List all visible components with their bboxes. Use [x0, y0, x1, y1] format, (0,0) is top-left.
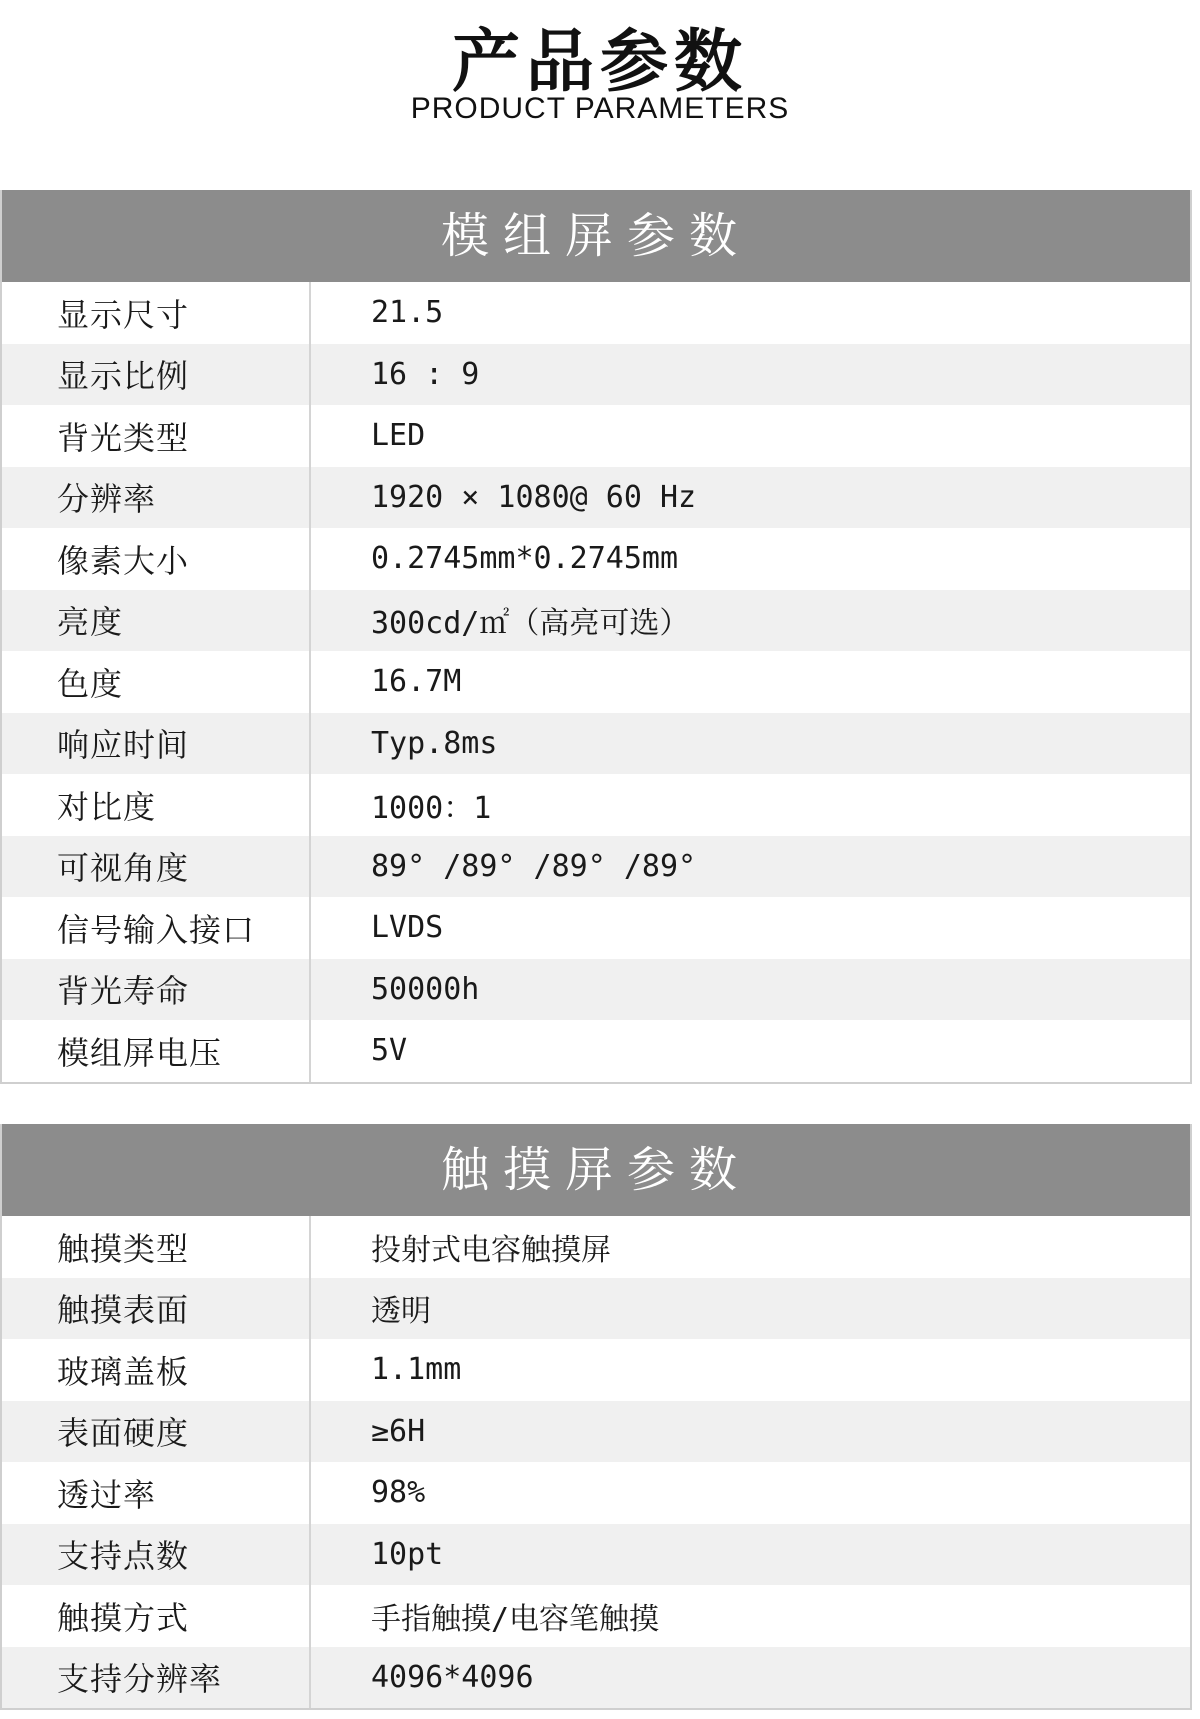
page-title: 产品参数 — [451, 23, 748, 102]
table-row — [2, 836, 1190, 898]
param-value: 16.7M — [371, 664, 462, 700]
param-value: 16 : 9 — [371, 356, 480, 392]
table-row — [2, 1585, 1190, 1647]
table-row — [2, 1216, 1190, 1278]
param-label: 背光寿命 — [57, 972, 190, 1011]
param-value: 5V — [371, 1033, 408, 1069]
param-value: 89° /89° /89° /89° — [371, 848, 697, 884]
param-label: 色度 — [57, 664, 124, 703]
param-value: LED — [371, 418, 426, 454]
table-row — [2, 1401, 1190, 1463]
param-value: 1920 × 1080@ 60 Hz — [371, 479, 697, 515]
param-label: 对比度 — [57, 787, 157, 826]
table-row — [2, 897, 1190, 959]
table-row — [2, 1278, 1190, 1340]
param-value: 1.1mm — [371, 1352, 462, 1388]
param-value: 21.5 — [371, 295, 444, 331]
param-value: Typ.8ms — [371, 725, 498, 761]
param-label: 像素大小 — [57, 541, 190, 580]
param-label: 分辨率 — [57, 480, 157, 519]
param-value: 1000：1 — [371, 790, 492, 826]
table-row — [2, 713, 1190, 775]
table-row — [2, 959, 1190, 1021]
param-label: 玻璃盖板 — [57, 1352, 190, 1391]
table-row — [2, 282, 1190, 344]
param-value: 50000h — [371, 971, 480, 1007]
table-row — [2, 1524, 1190, 1586]
param-label: 表面硬度 — [57, 1414, 190, 1453]
param-label: 信号输入接口 — [57, 910, 256, 949]
param-label: 显示尺寸 — [57, 295, 190, 334]
param-value: 手指触摸/电容笔触摸 — [371, 1601, 660, 1637]
param-label: 可视角度 — [57, 849, 190, 888]
param-value: 透明 — [371, 1294, 431, 1330]
param-value: LVDS — [371, 910, 444, 946]
param-label: 触摸表面 — [57, 1291, 190, 1330]
param-label: 支持点数 — [57, 1537, 190, 1576]
table-row — [2, 651, 1190, 713]
param-label: 背光类型 — [57, 418, 190, 457]
table-row — [2, 1339, 1190, 1401]
param-label: 触摸方式 — [57, 1598, 190, 1637]
table-row — [2, 405, 1190, 467]
module-params-table — [0, 190, 1192, 1084]
param-label: 亮度 — [57, 603, 124, 642]
table-row — [2, 1020, 1190, 1082]
table-row — [2, 590, 1190, 652]
table-row — [2, 1462, 1190, 1524]
param-value: 投射式电容触摸屏 — [371, 1232, 611, 1268]
param-label: 响应时间 — [57, 726, 190, 765]
page-subtitle: PRODUCT PARAMETERS — [410, 92, 790, 125]
param-value: 4096*4096 — [371, 1659, 534, 1695]
param-value: 300cd/㎡（高亮可选） — [371, 606, 690, 642]
module-params-header: 模组屏参数 — [2, 190, 1190, 282]
table-row — [2, 467, 1190, 529]
touch-params-header: 触摸屏参数 — [2, 1124, 1190, 1216]
table-row — [2, 1647, 1190, 1709]
param-label: 模组屏电压 — [57, 1033, 223, 1072]
param-label: 透过率 — [57, 1475, 157, 1514]
table-row — [2, 774, 1190, 836]
param-label: 触摸类型 — [57, 1229, 190, 1268]
table-row — [2, 528, 1190, 590]
table-row — [2, 344, 1190, 406]
param-value: 0.2745mm*0.2745mm — [371, 541, 679, 577]
param-value: ≥6H — [371, 1413, 426, 1449]
param-value: 98% — [371, 1475, 426, 1511]
param-label: 显示比例 — [57, 357, 190, 396]
param-label: 支持分辨率 — [57, 1660, 223, 1699]
touch-params-table — [0, 1124, 1192, 1710]
param-value: 10pt — [371, 1536, 444, 1572]
